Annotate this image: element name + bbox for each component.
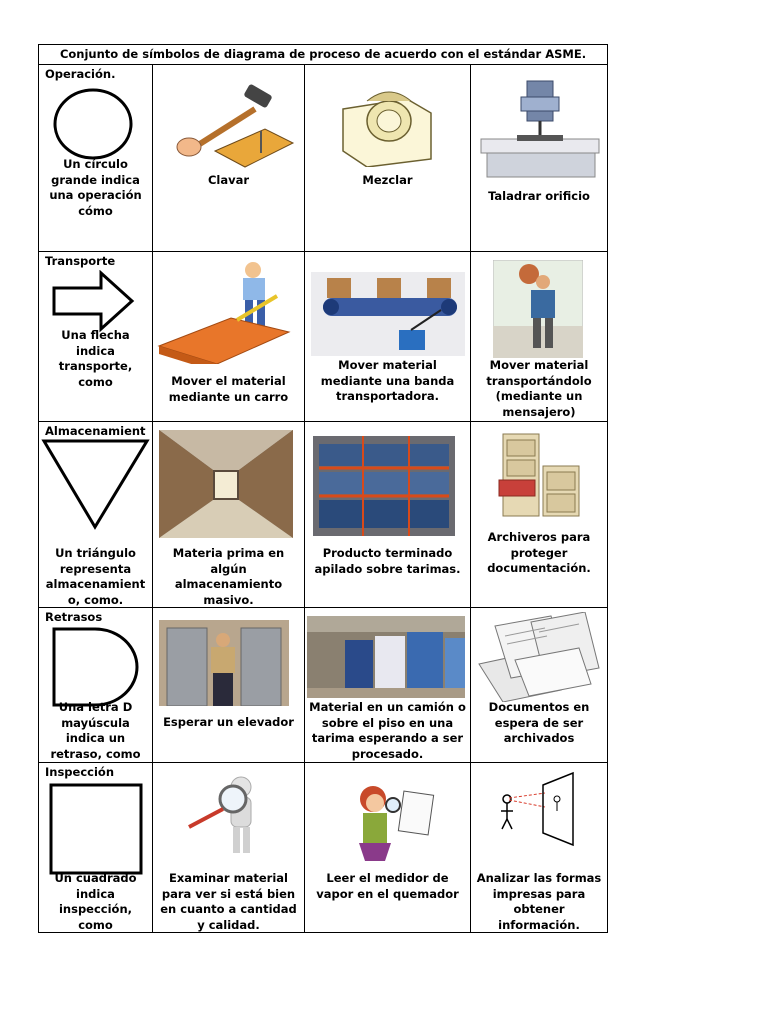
woman-reading-icon — [345, 779, 435, 865]
example-cell — [153, 608, 305, 763]
example-caption: Leer el medidor de vapor en el quemador — [316, 871, 459, 901]
conveyor-belt-icon — [311, 272, 465, 356]
table-row — [39, 763, 608, 933]
example-cell — [471, 763, 608, 933]
magnifier-figure-icon — [183, 775, 273, 857]
example-caption: Analizar las formas impresas para obtener información. — [476, 871, 602, 932]
symbol-cell — [39, 65, 153, 252]
example-cell — [153, 763, 305, 933]
symbol-description: Un triángulo representa almacenamient o, como. — [45, 546, 146, 607]
symbol-name: Inspección — [45, 765, 115, 779]
documents-pile-icon — [475, 612, 603, 702]
warehouse-icon — [159, 430, 293, 538]
example-caption: Examinar material para ver si está bien en cuanto a cantidad y calidad. — [160, 871, 297, 932]
example-cell — [305, 65, 471, 252]
example-cell — [471, 608, 608, 763]
drill-press-icon — [477, 77, 601, 181]
symbol-cell — [39, 608, 153, 763]
table-row — [39, 252, 608, 422]
square-symbol-icon — [49, 783, 143, 875]
symbol-cell — [39, 422, 153, 608]
example-caption: Mover el material mediante un carro — [168, 374, 289, 404]
symbol-description: Una letra D mayúscula indica un retraso, como — [50, 700, 141, 761]
symbol-cell — [39, 763, 153, 933]
triangle-symbol-icon — [41, 438, 151, 532]
example-caption: Materia prima en algún almacenamiento masivo. — [172, 546, 285, 607]
pallet-racks-icon — [313, 436, 455, 536]
example-caption: Mezclar — [362, 173, 413, 187]
example-cell — [305, 252, 471, 422]
example-cell — [471, 252, 608, 422]
hammer-nail-icon — [175, 81, 295, 171]
example-caption: Documentos en espera de ser archivados — [488, 700, 590, 745]
stacked-goods-icon — [307, 616, 465, 698]
example-cell — [153, 65, 305, 252]
table-row — [39, 608, 608, 763]
example-cell — [471, 65, 608, 252]
symbol-name: Operación. — [45, 67, 116, 81]
example-caption: Esperar un elevador — [163, 715, 294, 729]
table-row — [39, 65, 608, 252]
mixer-machine-icon — [337, 79, 437, 167]
symbol-name: Transporte — [45, 254, 116, 268]
symbol-description: Un círculo grande indica una operación cómo — [49, 157, 142, 218]
symbol-name: Almacenamient — [45, 424, 146, 438]
example-caption: Mover material transportándolo (mediante un mensajero) — [486, 358, 592, 419]
circle-symbol-icon — [53, 87, 135, 161]
symbol-name: Retrasos — [45, 610, 103, 624]
file-cabinet-icon — [495, 430, 585, 520]
example-caption: Material en un camión o sobre el piso en una tarima esperando a ser procesado. — [309, 700, 466, 761]
symbol-cell — [39, 252, 153, 422]
worker-carrying-icon — [493, 260, 583, 358]
example-caption: Mover material mediante una banda transportadora. — [320, 358, 455, 403]
asme-symbols-table — [38, 44, 608, 933]
example-caption: Taladrar orificio — [488, 189, 590, 203]
example-caption: Producto terminado apilado sobre tarimas. — [314, 546, 461, 576]
example-cell — [153, 422, 305, 608]
stick-figure-frame-icon — [497, 771, 587, 861]
example-cell — [305, 422, 471, 608]
example-cell — [471, 422, 608, 608]
example-caption: Clavar — [207, 173, 250, 187]
table-title: Conjunto de símbolos de diagrama de proceso de acuerdo con el estándar ASME. — [39, 45, 608, 65]
example-cell — [305, 608, 471, 763]
arrow-symbol-icon — [51, 270, 137, 334]
table-row — [39, 422, 608, 608]
symbol-description: Un cuadrado indica inspección, como — [54, 871, 137, 932]
elevator-man-icon — [159, 620, 289, 706]
example-caption: Archiveros para proteger documentación. — [487, 530, 591, 575]
symbol-description: Una flecha indica transporte, como — [58, 328, 133, 389]
worker-cart-icon — [157, 260, 301, 364]
example-cell — [305, 763, 471, 933]
example-cell — [153, 252, 305, 422]
d-shape-symbol-icon — [51, 626, 143, 708]
